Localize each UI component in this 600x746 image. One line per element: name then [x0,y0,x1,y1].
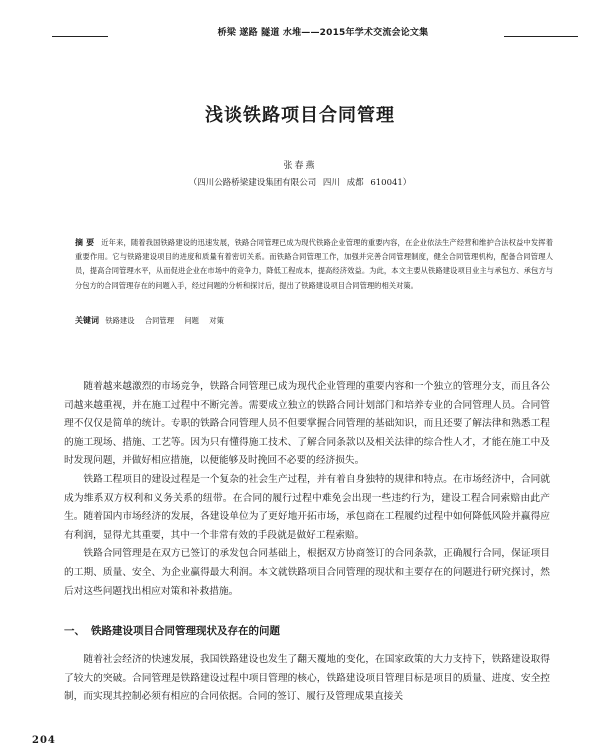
keyword-item: 问题 [184,316,199,325]
intro-body [64,378,550,601]
keywords-label: 关键词 [75,316,99,325]
running-head-text: 桥梁 遂路 隧道 水堆——2015年学术交流会论文集 [217,28,429,38]
abstract [75,236,553,293]
body-paragraph: 随着社会经济的快速发展，我国铁路建设也发生了翻天覆地的变化，在国家政策的大力支持下，铁路建设取得了较大的突破。合同管理是铁路建设过程中项目管理的核心，铁路建设项目管理目标是项目的质量、进度、安全控制，而实现其控制必须有相应的合同依据。合同的签订、履行及管理成果直接关 [64,654,550,703]
body-paragraph: 随着越来越激烈的市场竞争，铁路合同管理已成为现代企业管理的重要内容和一个独立的管理分支，而且各公司越来越重视，并在施工过程中不断完善。需要成立独立的铁路合同计划部门和培养专业的合同管理人员。合同管理不仅仅是简单的统计。专职的铁路合同管理人员不但要掌握合同管理的基础知识，而且还要了解法律和熟悉工程的施工现场、措施、工艺等。因为只有懂得施工技术、了解合同条款以及相关法律的综合性人才，才能在施工中及时发现问题，并做好相应措施，以便能够及时挽回不必要的经济损失。 [64,381,550,467]
section-body [64,651,550,707]
body-paragraph: 铁路合同管理是在双方已签订的承发包合同基础上，根据双方协商签订的合同条款，正确履行合同，保证项目的工期、质量、安全、为企业赢得最大利润。本文就铁路项目合同管理的现状和主要存在的问题进行研究探讨，然后对这些问题找出相应对策和补救措施。 [64,548,550,597]
abstract-label: 摘要 [75,238,98,247]
keyword-item: 合同管理 [144,316,175,325]
author-affiliation [0,176,600,188]
abstract-text: 近年来，随着我国铁路建设的迅速发展，铁路合同管理已成为现代铁路企业管理的重要内容，在企业依法生产经营和维护合法权益中发挥着重要作用。它与铁路建设项目的进度和质量有着密切关系。而铁路合同管理工作，加强并完善合同管理制度，健全合同管理机构，配备合同管理人员，提高合同管理水平，从而促进企业在市场中的竞争力，降低工程成本，提高经济效益。为此，本文主要从铁路建设项目业主与承包方、承包方与分包方的合同管理存在的问题入手，经过问题的分析和探讨后，提出了铁路建设项目合同管理的相关对策。 [75,238,554,290]
header-rule-left [52,36,108,37]
affiliation-org: （四川公路桥梁建设集团有限公司 [188,178,317,188]
section-number: 一、 [64,625,85,637]
section-heading [64,623,550,638]
affiliation-postcode: 610041） [370,178,412,188]
keyword-item: 对策 [209,316,224,325]
page-number: 204 [32,735,56,746]
keyword-item: 铁路建设 [105,316,135,325]
running-header [52,22,578,44]
section-title: 铁路建设项目合同管理现状及存在的问题 [91,625,280,637]
body-paragraph: 铁路工程项目的建设过程是一个复杂的社会生产过程，并有着自身独特的规律和特点。在市场经济中，合同就成为维系双方权利和义务关系的纽带。在合同的履行过程中难免会出现一些违约行为，建设工程合同索赔由此产生。随着国内市场经济的发展，各建设单位为了更好地开拓市场，承包商在工程履约过程中如何降低风险并赢得应有利润，显得尤其重要，其中一个非常有效的手段就是做好工程索赔。 [64,473,550,541]
affiliation-city: 成都 [346,178,364,188]
affiliation-province: 四川 [322,178,340,188]
header-rule-right [504,36,578,37]
keywords [75,314,553,328]
paper-title: 浅谈铁路项目合同管理 [205,105,395,126]
author-name: 张春燕 [283,161,317,171]
